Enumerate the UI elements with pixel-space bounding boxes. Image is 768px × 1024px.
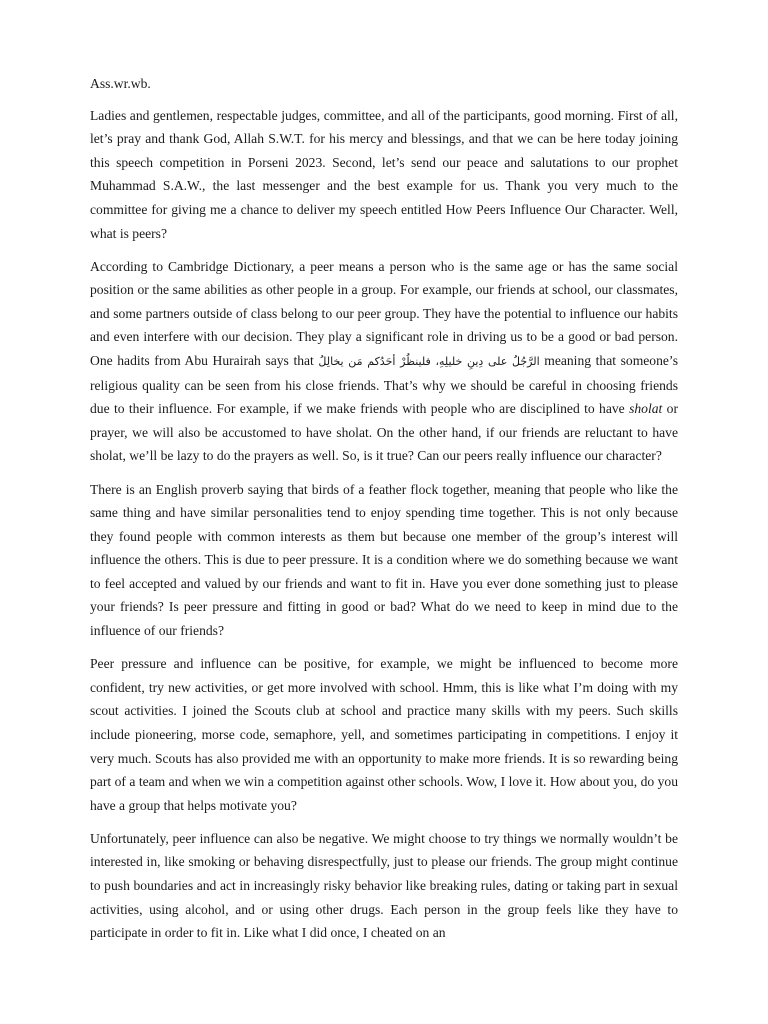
paragraph-positive-influence: Peer pressure and influence can be positive, for example, we might be influenced to become more confident, try new activities, or get more involved with school. Hmm, this is like what I’m doing with my scout activities. I joined the Scouts club at school and practice many skills with my peers. Such skills include pioneering, morse code, semaphore, yell, and sometimes participating in competitions. I enjoy it very much. Scouts has also provided me with an opportunity to make more friends. It is so rewarding being part of a team and when we win a competition against other schools. Wow, I love it. How about you, do you have a group that helps motivate you? — [90, 656, 678, 813]
paragraph-proverb: There is an English proverb saying that birds of a feather flock together, meaning that people who like the same thing and have similar personalities tend to enjoy spending time together. This is not only because they found people with common interests as them but because one member of the group’s interest will influence the others. This is due to peer pressure. It is a condition where we do something because we want to feel accepted and valued by our friends and want to fit in. Have you ever done something just to please your friends? Is peer pressure and fitting in good or bad? What do we need to keep in mind due to the influence of our friends? — [90, 481, 678, 639]
paragraph-negative-influence: Unfortunately, peer influence can also be negative. We might choose to try things we normally wouldn’t be interested in, like smoking or behaving disrespectfully, just to please our friends. The group might continue to push boundaries and act in increasingly risky behavior like breaking rules, dating or taking part in sexual activities, using alcohol, and or using other drugs. Each person in the group feels like they have to participate in order to fit in. Like what I did once, I cheated on an — [90, 830, 678, 941]
paragraph-peer-definition — [90, 255, 678, 468]
paragraph-peer-definition-text-2: meaning that someone’s religious quality can be seen from his close friends. That’s why we should be careful in choosing friends due to their influence. For example, if we make friends with people who are disciplined to have — [90, 353, 678, 417]
hadith-arabic-text: الرَّجُلُ على دِينِ خليلِهِ، فلينظُرْ أحَدُكم مَن يخالِلُ — [318, 355, 540, 369]
paragraph-peer-definition-text-1: According to Cambridge Dictionary, a peer means a person who is the same age or has the same social position or the same abilities as other people in a group. For example, our friends at school, our classmates, and some partners outside of class belong to our peer group. They have the potential to influence our habits and even interfere with our decision. They play a significant role in driving us to be a good or bad person. One hadits from Abu Hurairah says that — [90, 258, 678, 369]
paragraph-peer-definition-text-3: or prayer, we will also be accustomed to have sholat. On the other hand, if our friends are reluctant to have sholat, we’ll be lazy to do the prayers as well. So, is it true? Can our peers really influence our character? — [90, 401, 678, 464]
italic-term-sholat: sholat — [629, 401, 663, 417]
speech-text — [90, 72, 678, 954]
paragraph-opening: Ladies and gentlemen, respectable judges, committee, and all of the participants, good morning. First of all, let’s pray and thank God, Allah S.W.T. for his mercy and blessings, and that we can be here today joining this speech competition in Porseni 2023. Second, let’s send our peace and salutations to our prophet Muhammad S.A.W., the last messenger and the best example for us. Thank you very much to the committee for giving me a chance to deliver my speech entitled How Peers Influence Our Character. Well, what is peers? — [90, 107, 678, 241]
greeting-line: Ass.wr.wb. — [90, 76, 151, 91]
